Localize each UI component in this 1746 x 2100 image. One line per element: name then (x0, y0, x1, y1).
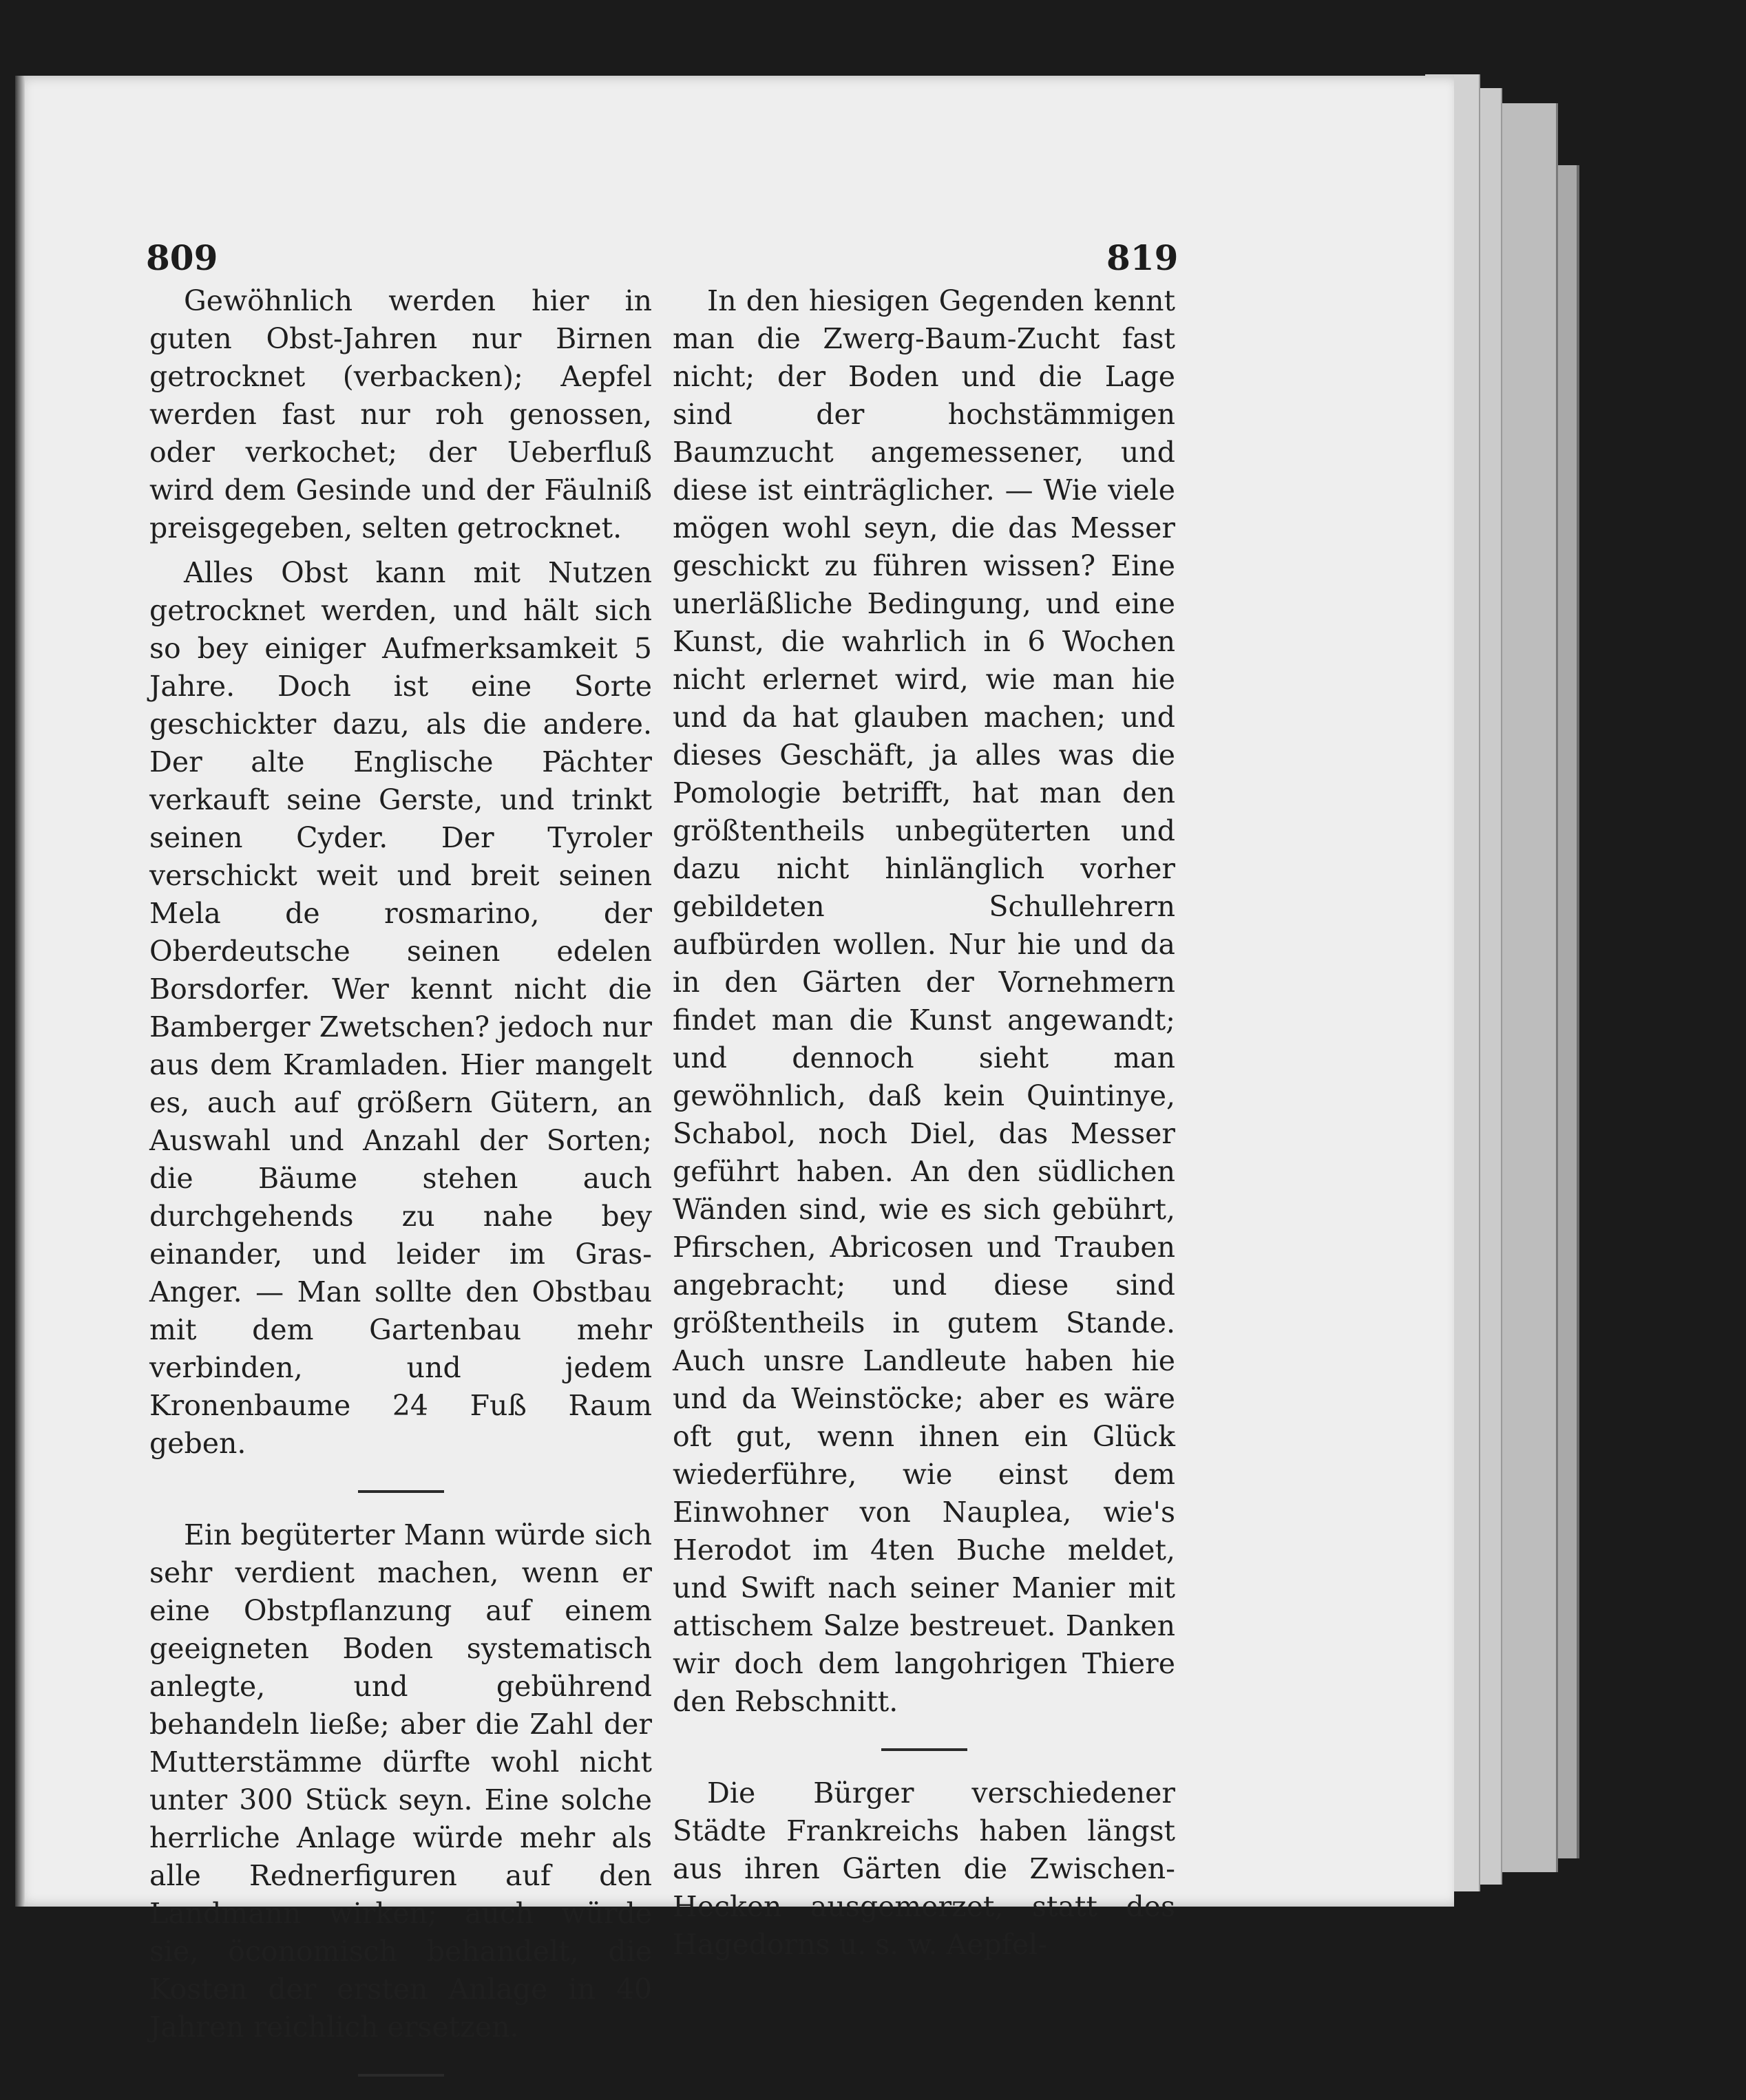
page-number-right: 819 (1106, 237, 1179, 278)
page-number-left: 809 (146, 237, 218, 278)
left-column (149, 282, 652, 2100)
right-paragraph-2: Die Bürger verschiedener Städte Frankreichs haben längst aus ihren Gärten die Zwischen-Hecken ausgemerzet, statt des Hagedorns u. s. w. Aepfel- (673, 1776, 1175, 1961)
right-column (673, 282, 1175, 1964)
book-page (15, 76, 1454, 2044)
section-rule-right (881, 1748, 967, 1751)
section-rule-left-2 (358, 2074, 444, 2077)
left-paragraph-1: Gewöhnlich werden hier in guten Obst-Jahren nur Birnen getrocknet (verbacken); Aepfel werden fast nur roh genossen, oder verkochet; der Ueberfluß wird dem Gesinde und der Fäulniß preisgegeben, selten getrocknet. (149, 284, 652, 544)
section-rule-left-1 (358, 1490, 444, 1493)
right-paragraph-1: In den hiesigen Gegenden kennt man die Zwerg-Baum-Zucht fast nicht; der Boden und die Lage sind der hochstämmigen Baumzucht angemessener, und diese ist einträglicher. — Wie viele mögen wohl seyn, die das Messer geschickt zu führen wissen? Eine unerläßliche Bedingung, und eine Kunst, die wahrlich in 6 Wochen nicht erlernet wird, wie man hie und da hat glauben machen; und dieses Geschäft, ja alles was die Pomologie betrifft, hat man den größtentheils unbegüterten und dazu nicht hinlänglich vorher gebildeten Schullehrern aufbürden wollen. Nur hie und da in den Gärten der Vornehmern findet man die Kunst angewandt; und dennoch sieht man gewöhnlich, daß kein Quintinye, Schabol, noch Diel, das Messer geführt haben. An den südlichen Wänden sind, wie es sich gebührt, Pfirschen, Abricosen und Trauben angebracht; und diese sind größtentheils in gutem Stande. Auch unsre Landleute haben hie und da Weinstöcke; aber es wäre oft gut, wenn ihnen ein Glück wiederführe, wie einst dem Einwohner von Nauplea, wie's Herodot im 4ten Buche meldet, und Swift nach seiner Manier mit attischem Salze bestreuet. Danken wir doch dem langohrigen Thiere den Rebschnitt. (673, 284, 1175, 1718)
left-paragraph-2: Alles Obst kann mit Nutzen getrocknet werden, und hält sich so bey einiger Aufmerksamkeit 5 Jahre. Doch ist eine Sorte geschickter dazu, als die andere. Der alte Englische Pächter verkauft seine Gerste, und trinkt seinen Cyder. Der Tyroler verschickt weit und breit seinen Mela de rosmarino, der Oberdeutsche seinen edelen Borsdorfer. Wer kennt nicht die Bamberger Zwetschen? jedoch nur aus dem Kramladen. Hier mangelt es, auch auf größern Gütern, an Auswahl und Anzahl der Sorten; die Bäume stehen auch durchgehends zu nahe bey einander, und leider im Gras-Anger. — Man sollte den Obstbau mit dem Gartenbau mehr verbinden, und jedem Kronenbaume 24 Fuß Raum geben. (149, 556, 652, 1460)
left-paragraph-3: Ein begüterter Mann würde sich sehr verdient machen, wenn er eine Obstpflanzung auf einem geeigneten Boden systematisch anlegte, und gebührend behandeln ließe; aber die Zahl der Mutterstämme dürfte wohl nicht unter 300 Stück seyn. Eine solche herrliche Anlage würde mehr als alle Rednerfiguren auf den Landmann wirken; auch würde sie, öconomisch behandelt, die Kosten der ersten Anlage in 40 Jahren reichlich ersetzen. (149, 1518, 652, 2044)
page-gutter (15, 76, 25, 1907)
